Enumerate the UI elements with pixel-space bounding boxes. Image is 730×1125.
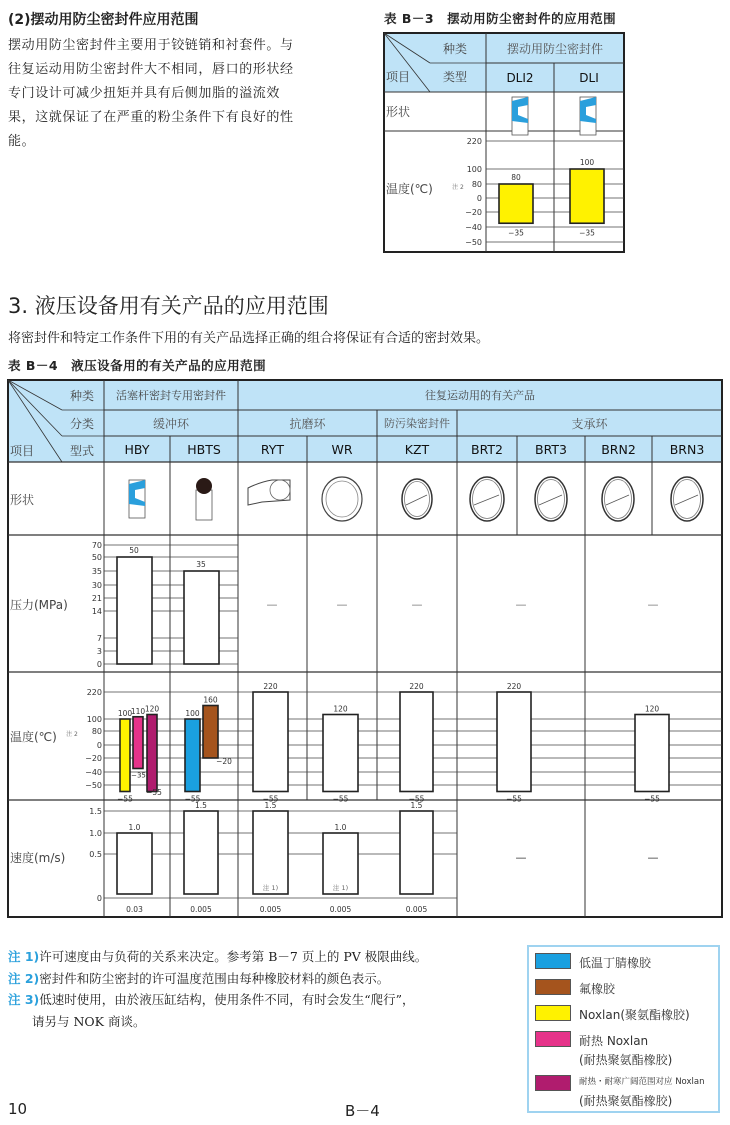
temp-tick-label: 220 <box>466 137 482 146</box>
brt2-shape-icon <box>470 477 504 521</box>
speed-max-label: 1.5 <box>410 801 423 810</box>
brn2-shape-icon-inner <box>605 480 632 519</box>
speed-min-label: 0.005 <box>259 905 282 914</box>
notes <box>8 946 427 1032</box>
hbts-shape-icon <box>196 478 212 494</box>
wr-inner <box>326 481 358 517</box>
temp-max-label: 160 <box>203 695 218 705</box>
paragraph-line: 摆动用防尘密封件主要用于铰链销和衬套件。与 <box>8 38 294 53</box>
pressure-tick-label: 21 <box>91 594 102 603</box>
brt3-shape-icon <box>535 477 567 521</box>
legend-label: 耐热・耐寒广阔范围对应 Noxlan <box>579 1077 705 1087</box>
note-text: 请另与 NOK 商谈。 <box>32 1013 146 1029</box>
not-applicable-dash: — <box>411 598 423 611</box>
legend-swatch <box>535 953 571 969</box>
note-mark: 注 3) <box>8 992 40 1007</box>
corner-label-kind: 种类 <box>442 41 467 56</box>
kzt-shape-icon-diameter <box>406 495 427 505</box>
section3-subtitle: 将密封件和特定工作条件下用的有关产品选择正确的组合将保证有合适的密封效果。 <box>8 331 490 346</box>
temp-max-label: 220 <box>506 682 522 691</box>
temp-max-label: 120 <box>144 704 160 714</box>
speed-tick-label: 1.0 <box>89 829 102 838</box>
speed-tick-label: 0 <box>96 894 102 903</box>
temp-max-label: 220 <box>263 682 278 691</box>
speed-min-label: 0.005 <box>405 905 428 914</box>
pressure-tick-label: 35 <box>91 567 102 576</box>
temp-max-label: 100 <box>185 709 200 718</box>
temp-range-bar-hby <box>133 717 143 769</box>
model-header-wr: WR <box>331 441 353 457</box>
column-header-dli2: DLI2 <box>506 70 534 85</box>
speed-min-label: 0.03 <box>126 905 143 914</box>
note-3 <box>8 989 427 1011</box>
not-applicable-dash: — <box>515 851 527 864</box>
corner-label-class: 分类 <box>69 416 94 431</box>
temp-tick-label: 80 <box>91 727 102 736</box>
corner-label-model: 型式 <box>69 443 94 458</box>
table-b4-border <box>8 380 722 917</box>
brn3-shape-icon-inner <box>674 480 701 519</box>
temp-tick-label: 100 <box>86 715 102 724</box>
temp-min-label: −55 <box>644 794 660 804</box>
temp-tick-label: −40 <box>85 768 102 777</box>
temp-tick-label: 0 <box>96 741 102 750</box>
temp-tick-label: 80 <box>471 180 482 189</box>
pressure-tick-label: 30 <box>91 581 102 590</box>
material-legend <box>527 945 720 1113</box>
class-header-wear-ring: 抗磨环 <box>289 416 326 431</box>
kzt-shape-icon <box>402 479 432 519</box>
model-header-brn2: BRN2 <box>601 441 636 457</box>
speed-max-label: 1.5 <box>195 801 207 810</box>
model-header-hby: HBY <box>124 441 150 457</box>
temp-tick-label: −20 <box>85 754 102 763</box>
column-header-dli: DLI <box>579 70 599 85</box>
kzt-shape-icon-inner <box>405 482 430 517</box>
temp-min-label: −55 <box>332 794 349 804</box>
corner-label-item: 项目 <box>386 69 411 84</box>
brn3-shape-icon <box>671 477 703 521</box>
note-mark: 注 2 <box>452 183 464 191</box>
pressure-tick-label: 0 <box>96 660 102 669</box>
temp-max-label: 120 <box>644 704 660 714</box>
speed-max-label: 1.5 <box>264 801 277 810</box>
legend-label: 低温丁腈橡胶 <box>579 956 652 970</box>
legend-swatch <box>535 1075 571 1091</box>
corner-diagonal <box>8 380 62 436</box>
legend-label: Noxlan(聚氨酯橡胶) <box>579 1008 690 1022</box>
temp-max-label: 220 <box>409 682 424 691</box>
pressure-tick-label: 70 <box>91 541 102 550</box>
model-header-hbts: HBTS <box>187 441 221 457</box>
temp-range-bar-hbts <box>185 719 200 792</box>
model-header-brt3: BRT3 <box>535 441 567 457</box>
temp-range-bar-ryt <box>253 692 288 792</box>
row-label-shape: 形状 <box>386 104 411 119</box>
pressure-max-label: 50 <box>129 546 139 555</box>
legend-label: 耐热 Noxlan <box>579 1034 649 1048</box>
pressure-max-label: 35 <box>196 560 206 569</box>
not-applicable-dash: — <box>515 598 527 611</box>
note-text: 密封件和防尘密封的许可温度范围由每种橡胶材料的颜色表示。 <box>39 970 390 986</box>
row-label-speed: 速度(m/s) <box>10 850 66 865</box>
row-label-shape: 形状 <box>10 492 35 507</box>
speed-min-label: 0.005 <box>329 905 352 914</box>
section3-title: 3. 液压设备用有关产品的应用范围 <box>8 294 329 318</box>
not-applicable-dash: — <box>266 598 278 611</box>
pressure-range-bar-hbts <box>184 571 219 664</box>
speed-range-bar-hby <box>117 833 152 894</box>
temp-max-label: 100 <box>579 158 595 167</box>
row-label-pressure: 压力(MPa) <box>10 597 68 612</box>
corner-diagonal <box>384 33 430 92</box>
temp-min-label: −55 <box>408 794 425 804</box>
speed-note-label: 注 1) <box>332 884 349 892</box>
note-3-cont <box>8 1011 427 1033</box>
kind-header-reciprocating: 往复运动用的有关产品 <box>425 389 535 402</box>
page-code: B－4 <box>345 1102 380 1120</box>
temp-tick-label: 0 <box>476 194 482 203</box>
temp-tick-label: −20 <box>465 208 482 217</box>
temp-tick-label: 100 <box>466 165 482 174</box>
pressure-range-bar-hby <box>117 557 152 664</box>
speed-max-label: 1.0 <box>334 823 347 832</box>
corner-diagonal <box>384 33 430 63</box>
paragraph-line: 专门设计可减少扭矩并具有后侧加脂的溢流效 <box>8 86 281 101</box>
corner-diagonal <box>8 380 62 410</box>
table-b4-caption: 表 B－4 液压设备用的有关产品的应用范围 <box>8 358 267 373</box>
class-header-buffer-ring: 缓冲环 <box>152 416 189 431</box>
brt3-shape-icon-diameter <box>539 495 562 505</box>
class-header-support-ring: 支承环 <box>571 416 608 431</box>
temp-range-bar-hby <box>147 715 157 792</box>
temp-tick-label: 220 <box>86 688 102 697</box>
row-label-temp: 温度(℃) <box>10 729 57 744</box>
speed-min-label: 0.005 <box>190 905 212 914</box>
corner-label-kind: 种类 <box>69 388 94 403</box>
brn3-shape-icon-diameter <box>675 495 698 505</box>
corner-label-item: 项目 <box>10 443 35 458</box>
temp-range-bar-brt2-brt3 <box>497 692 531 792</box>
note-2 <box>8 968 427 990</box>
corner-label-type: 类型 <box>442 69 467 84</box>
model-header-kzt: KZT <box>404 441 430 457</box>
speed-tick-label: 0.5 <box>89 850 102 859</box>
brt2-shape-icon-inner <box>473 480 502 519</box>
temp-tick-label: −40 <box>465 223 482 232</box>
brt3-shape-icon-inner <box>538 480 565 519</box>
speed-tick-label: 1.5 <box>89 807 102 816</box>
brn2-shape-icon-diameter <box>606 495 629 505</box>
temp-range-bar-wr <box>323 715 358 792</box>
note-mark: 注 2) <box>8 970 40 986</box>
temp-range-bar-brn2-brn3 <box>635 715 669 792</box>
pressure-tick-label: 7 <box>96 634 102 643</box>
model-header-brt2: BRT2 <box>471 441 503 457</box>
temp-range-bar-hby <box>120 719 130 792</box>
brt2-shape-icon-diameter <box>474 495 499 505</box>
paragraph-line: 往复运动用防尘密封件大不相同，唇口的形状经 <box>8 62 294 77</box>
temp-min-label: −55 <box>146 788 162 797</box>
temp-tick-label: −50 <box>85 781 102 790</box>
pressure-tick-label: 14 <box>91 607 102 616</box>
hbts-body <box>196 490 212 520</box>
legend-label: (耐热聚氨酯橡胶) <box>579 1094 673 1108</box>
note-mark: 注 1) <box>8 949 40 964</box>
temp-min-label: −35 <box>508 228 524 238</box>
temp-max-label: 100 <box>117 709 133 718</box>
temp-range-bar-dli <box>570 169 604 223</box>
note-text: 许可速度由与负荷的关系来决定。参考第 B－7 页上的 PV 极限曲线。 <box>39 949 428 964</box>
temp-max-label: 80 <box>511 173 521 182</box>
pressure-tick-label: 3 <box>96 647 102 656</box>
speed-note-label: 注 1) <box>262 884 279 892</box>
model-header-brn3: BRN3 <box>669 441 705 457</box>
legend-label: 氟橡胶 <box>579 982 616 996</box>
paragraph-line: 果，这就保证了在严重的粉尘条件下有良好的性 <box>8 110 294 125</box>
temp-min-label: −20 <box>216 757 232 766</box>
row-label-temp: 温度(℃) <box>386 181 433 196</box>
brn2-shape-icon <box>602 477 634 521</box>
legend-swatch <box>535 979 571 995</box>
temp-tick-label: −50 <box>465 238 482 247</box>
legend-swatch <box>535 1031 571 1047</box>
note-1 <box>8 946 427 968</box>
temp-range-bar-dli2 <box>499 184 533 223</box>
legend-label: (耐热聚氨酯橡胶) <box>579 1053 673 1067</box>
temp-range-bar-kzt <box>400 692 433 792</box>
temp-min-label: −35 <box>131 771 146 780</box>
note-text: 低速时使用，由於液压缸结构，使用条件不同，有时会发生“爬行”， <box>39 992 415 1007</box>
section2-title: (2)摆动用防尘密封件应用范围 <box>8 12 199 28</box>
temp-max-label: 110 <box>130 706 146 716</box>
kind-header-rod-seal: 活塞杆密封专用密封件 <box>116 389 226 402</box>
ryt-shape-icon <box>248 480 290 505</box>
corner-diagonal <box>8 380 62 462</box>
speed-range-bar-kzt <box>400 811 433 894</box>
pressure-tick-label: 50 <box>91 553 102 562</box>
wr-shape-icon <box>322 477 362 521</box>
model-header-ryt: RYT <box>260 441 285 457</box>
temp-min-label: −55 <box>117 794 133 804</box>
speed-max-label: 1.0 <box>128 823 141 832</box>
not-applicable-dash: — <box>647 851 659 864</box>
temp-range-bar-hbts <box>203 706 218 759</box>
legend-swatch <box>535 1005 571 1021</box>
not-applicable-dash: — <box>336 598 348 611</box>
paragraph-line: 能。 <box>8 134 36 149</box>
temp-min-label: −55 <box>184 794 201 804</box>
page-number: 10 <box>8 1100 28 1118</box>
class-header-dust-seal: 防污染密封件 <box>384 417 450 430</box>
column-group-header: 摆动用防尘密封件 <box>506 41 603 56</box>
temp-max-label: 120 <box>333 704 348 714</box>
speed-range-bar-hbts <box>184 811 218 894</box>
table-b3-caption: 表 B－3 摆动用防尘密封件的应用范围 <box>384 11 617 26</box>
not-applicable-dash: — <box>647 598 659 611</box>
temp-min-label: −35 <box>579 228 595 238</box>
temp-min-label: −55 <box>506 794 522 804</box>
temp-min-label: −55 <box>262 794 279 804</box>
speed-range-bar-ryt <box>253 811 288 894</box>
note-mark: 注 2 <box>66 730 78 738</box>
